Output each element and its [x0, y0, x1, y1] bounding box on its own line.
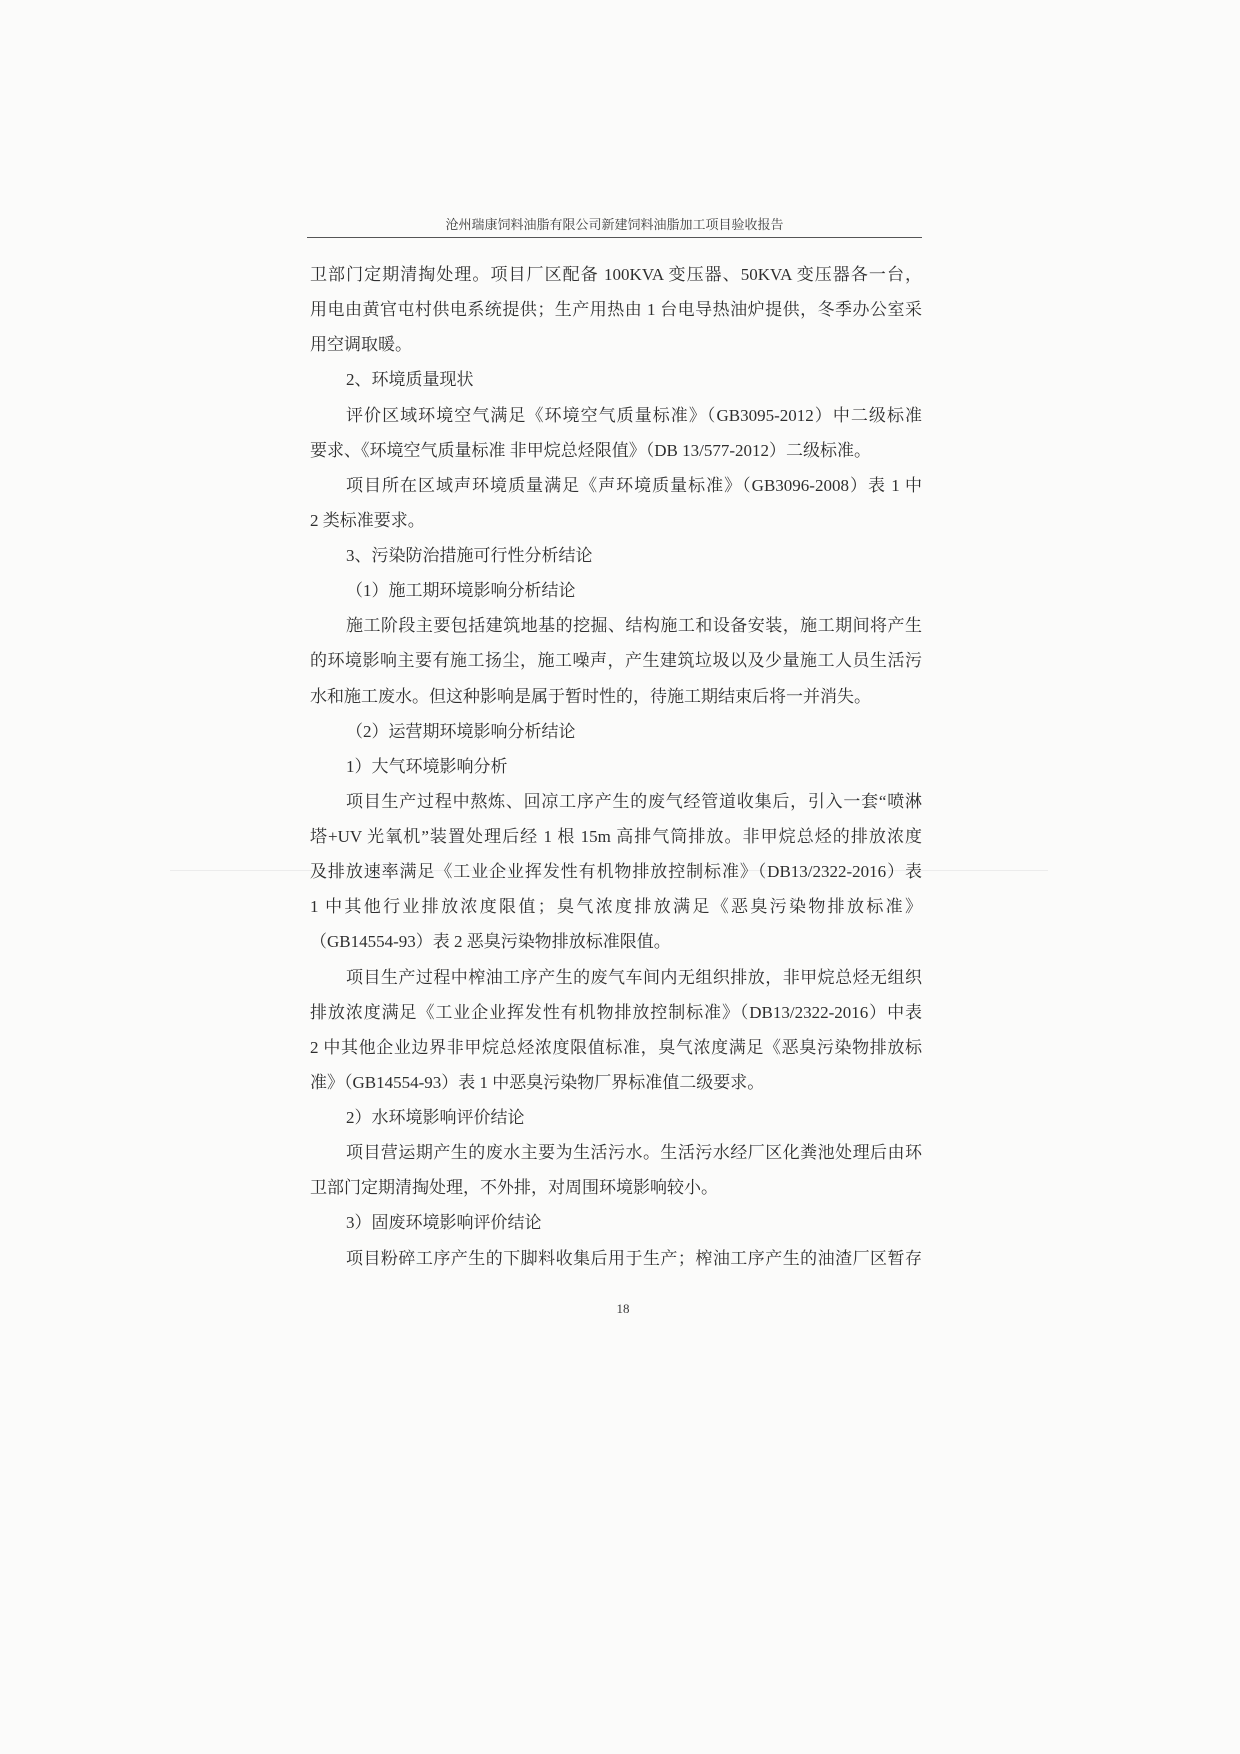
subsection-heading: 2）水环境影响评价结论 — [346, 1108, 525, 1127]
page-number: 18 — [616, 1301, 630, 1316]
body-line: （GB14554-93）表 2 恶臭污染物排放标准限值。 — [310, 932, 671, 952]
page-header-title: 沧州瑞康饲料油脂有限公司新建饲料油脂加工项目验收报告 — [445, 217, 784, 232]
body-line: 2 类标准要求。 — [310, 510, 425, 530]
document-body — [310, 257, 922, 1276]
body-line: 项目粉碎工序产生的下脚料收集后用于生产；榨油工序产生的油渣厂区暂存 — [346, 1248, 922, 1268]
body-line: 1 中其他行业排放浓度限值；臭气浓度排放满足《恶臭污染物排放标准》 — [310, 897, 922, 917]
body-line: 要求、《环境空气质量标准 非甲烷总烃限值》（DB 13/577-2012）二级标准。 — [310, 440, 871, 460]
body-line: 排放浓度满足《工业企业挥发性有机物排放控制标准》（DB13/2322-2016）中表 — [310, 1002, 922, 1022]
subsection-heading: 3）固废环境影响评价结论 — [346, 1213, 542, 1233]
body-line: 评价区域环境空气满足《环境空气质量标准》（GB3095-2012）中二级标准 — [346, 405, 922, 425]
subsection-heading: 1）大气环境影响分析 — [346, 756, 508, 776]
body-line: 施工阶段主要包括建筑地基的挖掘、结构施工和设备安装，施工期间将产生 — [346, 616, 922, 636]
body-line: 项目生产过程中熬炼、回凉工序产生的废气经管道收集后，引入一套“喷淋 — [346, 791, 922, 811]
subsection-heading: （2）运营期环境影响分析结论 — [346, 721, 576, 741]
body-line: 项目营运期产生的废水主要为生活污水。生活污水经厂区化粪池处理后由环 — [346, 1143, 922, 1163]
section-heading: 3、污染防治措施可行性分析结论 — [346, 546, 593, 565]
body-line: 用空调取暖。 — [310, 335, 412, 355]
header-divider — [307, 237, 922, 238]
body-line: 项目生产过程中榨油工序产生的废气车间内无组织排放，非甲烷总烃无组织 — [346, 967, 922, 987]
body-line: 卫部门定期清掏处理，不外排，对周围环境影响较小。 — [310, 1178, 718, 1198]
body-line: 卫部门定期清掏处理。项目厂区配备 100KVA 变压器、50KVA 变压器各一台， — [310, 265, 922, 284]
section-heading: 2、环境质量现状 — [346, 370, 474, 390]
body-line: 2 中其他企业边界非甲烷总烃浓度限值标准，臭气浓度满足《恶臭污染物排放标 — [310, 1037, 922, 1057]
body-line: 用电由黄官屯村供电系统提供；生产用热由 1 台电导热油炉提供，冬季办公室采 — [310, 300, 922, 320]
body-line: 的环境影响主要有施工扬尘，施工噪声，产生建筑垃圾以及少量施工人员生活污 — [310, 651, 922, 671]
body-line: 塔+UV 光氧机”装置处理后经 1 根 15m 高排气筒排放。非甲烷总烃的排放浓度 — [310, 827, 922, 846]
subsection-heading: （1）施工期环境影响分析结论 — [346, 581, 576, 601]
body-line: 及排放速率满足《工业企业挥发性有机物排放控制标准》（DB13/2322-2016）表 — [310, 862, 922, 882]
body-line: 准》（GB14554-93）表 1 中恶臭污染物厂界标准值二级要求。 — [310, 1072, 765, 1092]
body-line: 水和施工废水。但这种影响是属于暂时性的，待施工期结束后将一并消失。 — [310, 686, 871, 706]
body-line: 项目所在区域声环境质量满足《声环境质量标准》（GB3096-2008）表 1 中 — [346, 475, 922, 495]
